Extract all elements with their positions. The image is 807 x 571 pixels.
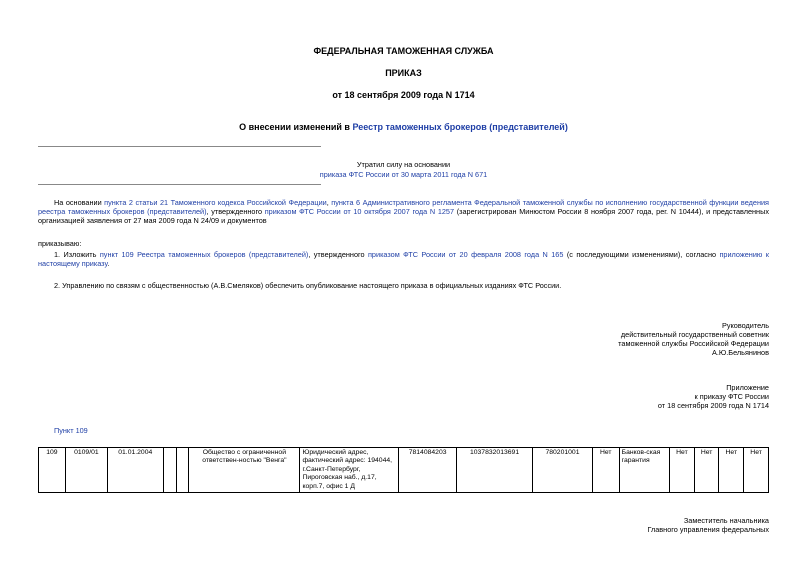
item-1-text-2: , утвержденного <box>308 250 368 259</box>
signature-block <box>618 321 769 357</box>
cell-empty-2 <box>176 448 188 493</box>
item-2-paragraph: 2. Управлению по связям с общественностью (А.В.Смеляков) обеспечить опубликование настоящего приказа в официальных изданиях ФТС России. <box>54 281 562 290</box>
notice-line-1: Утратил силу на основании <box>356 160 451 169</box>
order-165-link[interactable]: приказом ФТС России от 20 февраля 2008 года N 165 <box>367 250 564 259</box>
notice-line-2 <box>0 170 807 179</box>
punkt-label <box>54 426 88 435</box>
preamble-text-3: , утвержденного <box>206 207 265 217</box>
appendix-line: Приложение <box>726 383 769 392</box>
agency-name: ФЕДЕРАЛЬНАЯ ТАМОЖЕННАЯ СЛУЖБА <box>313 46 494 56</box>
order-word: приказываю: <box>38 239 82 248</box>
cell-kpp: 780201001 <box>533 448 593 493</box>
footer-signature-block <box>647 516 769 534</box>
table-row <box>39 448 769 493</box>
repeal-order-link[interactable]: приказа ФТС России от 30 марта 2011 года N 671 <box>319 170 488 179</box>
cell-flag-4: Нет <box>719 448 744 493</box>
document-subject <box>0 122 807 133</box>
cell-number: 109 <box>39 448 66 493</box>
cell-flag-2: Нет <box>670 448 695 493</box>
cell-guarantee: Банков-ская гарантия <box>619 448 669 493</box>
punkt-109-anchor[interactable]: Пункт 109 <box>54 426 88 435</box>
bottom-divider <box>38 184 321 185</box>
signature-line: таможенной службы Российской Федерации <box>618 339 769 349</box>
preamble-paragraph <box>38 198 769 225</box>
preamble-text-4: (зарегистрирован Минюстом России 8 ноября 2007 года, рег. N 10444), и представленных организацией заявления от 27 мая 2009 года N 24/09 и документов <box>38 207 769 226</box>
cell-ogrn: 1037832013691 <box>456 448 532 493</box>
cell-address: Юридический адрес, фактический адрес: 194044, г.Санкт-Петербург, Пироговская наб., д.17, корп.7, офис 1 Д <box>300 448 399 493</box>
document-type: ПРИКАЗ <box>385 68 422 78</box>
order-1257-link[interactable]: приказом ФТС России от 10 октября 2007 года N 1257 <box>264 207 455 217</box>
item-1-text-1: 1. Изложить <box>54 250 100 259</box>
preamble-text-1: На основании <box>54 198 105 207</box>
document-date: от 18 сентября 2009 года N 1714 <box>332 90 475 100</box>
appendix-line: к приказу ФТС России <box>694 392 769 402</box>
cell-reg-number: 0109/01 <box>65 448 107 493</box>
signature-line: действительный государственный советник <box>620 330 769 340</box>
cell-flag-1: Нет <box>592 448 619 493</box>
cell-empty-1 <box>163 448 176 493</box>
footer-line: Заместитель начальника <box>683 516 769 525</box>
regulation-link[interactable]: пункта 6 Административного регламента Федеральной таможенной службы по исполнению государственной функции ведения реестра таможенных брокеров (представителей) <box>38 198 769 217</box>
preamble-text-2: , <box>326 198 332 207</box>
cell-org-name: Общество с ограниченной ответствен-ностью "Венга" <box>189 448 300 493</box>
subject-prefix: О внесении изменений в <box>239 122 353 132</box>
cell-flag-5: Нет <box>744 448 769 493</box>
item-1-paragraph <box>38 250 769 268</box>
appendix-line: от 18 сентября 2009 года N 1714 <box>657 401 769 411</box>
punkt-109-link[interactable]: пункт 109 Реестра таможенных брокеров (представителей) <box>99 250 309 259</box>
top-divider <box>38 146 321 147</box>
item-1-text-3: (с последующими изменениями), согласно <box>563 250 720 259</box>
cell-date: 01.01.2004 <box>107 448 163 493</box>
footer-line: Главного управления федеральных <box>647 525 769 535</box>
appendix-block <box>658 383 769 410</box>
signature-line: Руководитель <box>721 321 769 330</box>
registry-link[interactable]: Реестр таможенных брокеров (представителей) <box>352 122 568 132</box>
item-1-text-4: . <box>107 259 110 269</box>
cell-inn: 7814084203 <box>399 448 457 493</box>
appendix-link[interactable]: приложению к настоящему приказу <box>38 250 769 269</box>
customs-code-link[interactable]: пункта 2 статьи 21 Таможенного кодекса Российской Федерации <box>104 198 327 207</box>
signature-line: А.Ю.Бельянинов <box>712 348 769 358</box>
registry-table <box>38 447 769 493</box>
cell-flag-3: Нет <box>694 448 719 493</box>
